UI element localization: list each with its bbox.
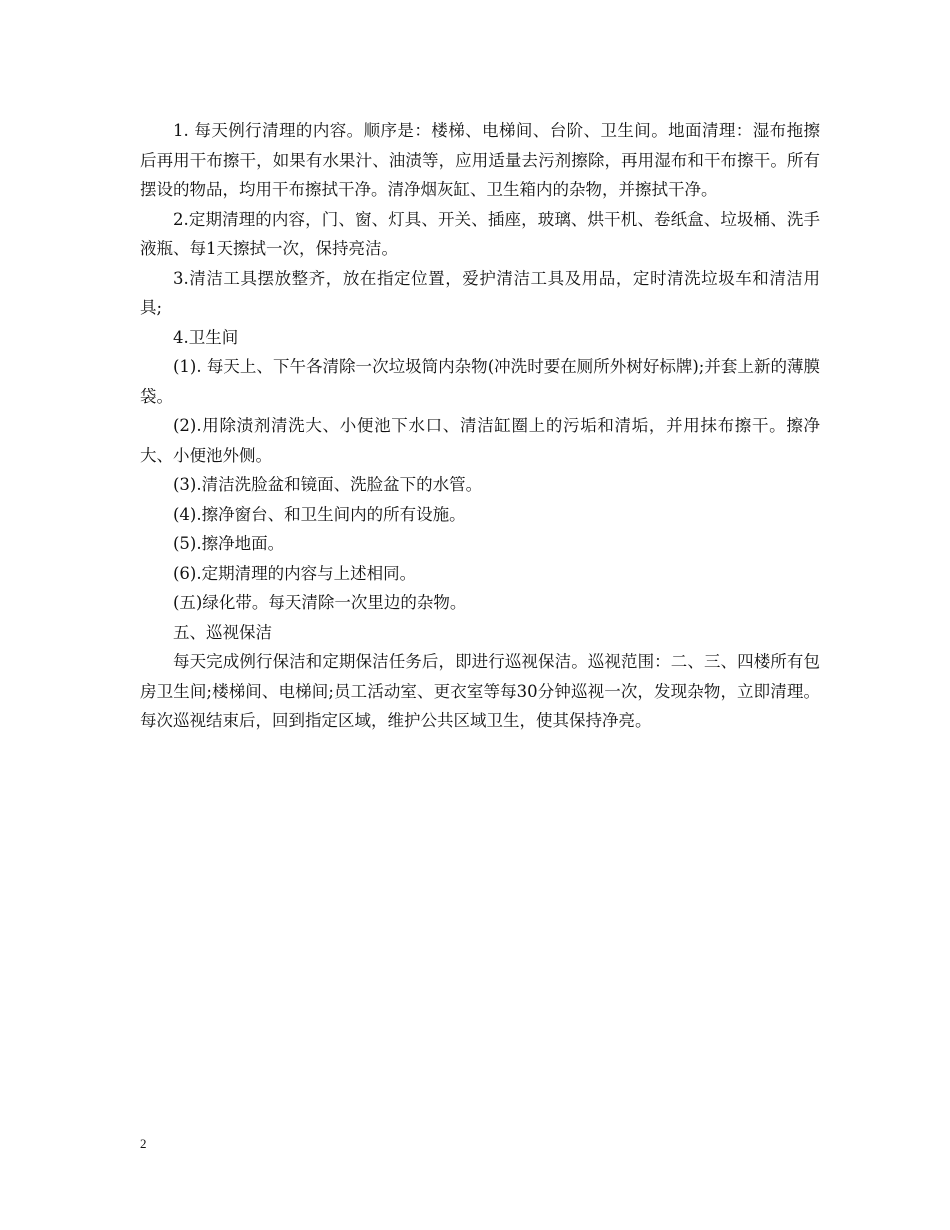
- paragraph-restroom-item-5: (5).擦净地面。: [173, 534, 285, 553]
- paragraph-restroom-item-6: (6).定期清理的内容与上述相同。: [173, 563, 417, 583]
- paragraph-restroom-item-2: (2).用除渍剂清洗大、小便池下水口、清洁缸圈上的污垢和清垢，并用抹布擦干。擦净大、小便池外侧。: [140, 416, 820, 465]
- paragraph-routine-cleaning: 1. 每天例行清理的内容。顺序是：楼梯、电梯间、台阶、卫生间。地面清理：湿布拖擦后再用干布擦干，如果有水果汁、油渍等，应用适量去污剂擦除，再用湿布和干布擦干。所有摆设的物品，均用干布擦拭干净。清净烟灰缸、卫生箱内的杂物，并擦拭干净。: [140, 121, 820, 199]
- paragraph-restroom-item-1: (1). 每天上、下午各清除一次垃圾筒内杂物(冲洗时要在厕所外树好标牌);并套上新的薄膜袋。: [140, 357, 820, 406]
- paragraph-restroom-heading: 4.卫生间: [173, 327, 239, 347]
- paragraph-restroom-item-4: (4).擦净窗台、和卫生间内的所有设施。: [173, 504, 466, 524]
- paragraph-periodic-cleaning: 2.定期清理的内容，门、窗、灯具、开关、插座，玻璃、烘干机、卷纸盒、垃圾桶、洗手液瓶、每1天擦拭一次，保持亮洁。: [140, 209, 820, 258]
- paragraph-cleaning-tools: 3.清洁工具摆放整齐，放在指定位置，爱护清洁工具及用品，定时清洗垃圾车和清洁用具;: [140, 268, 820, 317]
- document-body: [140, 116, 820, 736]
- section-heading-patrol: 五、巡视保洁: [173, 622, 272, 642]
- paragraph-restroom-item-3: (3).清洁洗脸盆和镜面、洗脸盆下的水管。: [173, 475, 483, 494]
- page-number: 2: [140, 1136, 147, 1151]
- paragraph-green-belt: (五)绿化带。每天清除一次里边的杂物。: [173, 593, 467, 612]
- paragraph-patrol-cleaning: 每天完成例行保洁和定期保洁任务后，即进行巡视保洁。巡视范围：二、三、四楼所有包房卫生间;楼梯间、电梯间;员工活动室、更衣室等每30分钟巡视一次，发现杂物，立即清理。每次巡视结束后，回到指定区域，维护公共区域卫生，使其保持净亮。: [140, 652, 820, 730]
